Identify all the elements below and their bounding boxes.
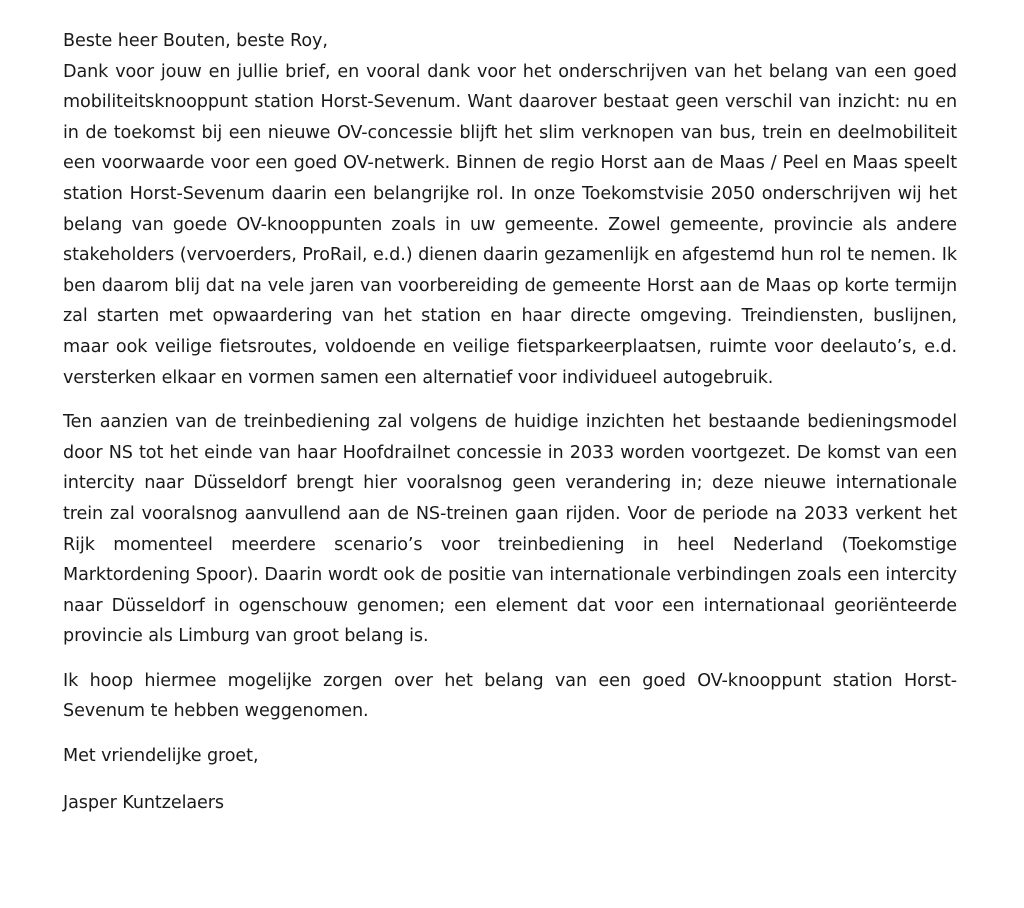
salutation: Beste heer Bouten, beste Roy, xyxy=(63,31,328,51)
paragraph-2: Ten aanzien van de treinbediening zal volgens de huidige inzichten het bestaande bedieningsmodel door NS tot het einde van haar Hoofdrailnet concessie in 2033 worden voortgezet. De komst van een intercity naar Düsseldorf brengt hier vooralsnog geen verandering in; deze nieuwe internationale trein zal vooralsnog aanvullend aan de NS-treinen gaan rijden. Voor de periode na 2033 verkent het Rijk momenteel meerdere scenario’s voor treinbediening in heel Nederland (Toekomstige Marktordening Spoor). Daarin wordt ook de positie van internationale verbindingen zoals een intercity naar Düsseldorf in ogenschouw genomen; een element dat voor een internationaal georiënteerde provincie als Limburg van groot belang is. xyxy=(63,412,957,647)
paragraph-3: Ik hoop hiermee mogelijke zorgen over het belang van een goed OV-knooppunt station Horst-Sevenum te hebben weggenomen. xyxy=(63,670,957,722)
closing: Met vriendelijke groet, xyxy=(63,746,259,767)
signature: Jasper Kuntzelaers xyxy=(63,792,224,813)
paragraph-1: Dank voor jouw en jullie brief, en vooral dank voor het onderschrijven van het belang van een goed mobiliteitsknooppunt station Horst-Sevenum. Want daarover bestaat geen verschil van inzicht: nu en in de toekomst bij een nieuwe OV-concessie blijft het slim verknopen van bus, trein en deelmobiliteit een voorwaarde voor een goed OV-netwerk. Binnen de regio Horst aan de Maas / Peel en Maas speelt station Horst-Sevenum daarin een belangrijke rol. In onze Toekomstvisie 2050 onderschrijven wij het belang van goede OV-knooppunten zoals in uw gemeente. Zowel gemeente, provincie als andere stakeholders (vervoerders, ProRail, e.d.) dienen daarin gezamenlijk en afgestemd hun rol te nemen. Ik ben daarom blij dat na vele jaren van voorbereiding de gemeente Horst aan de Maas op korte termijn zal starten met opwaardering van het station en haar directe omgeving. Treindiensten, buslijnen, maar ook veilige fietsroutes, voldoende en veilige fietsparkeerplaatsen, ruimte voor deelauto’s, e.d. versterken elkaar en vormen samen een alternatief voor individueel autogebruik. xyxy=(63,61,957,388)
letter-body xyxy=(63,26,957,818)
